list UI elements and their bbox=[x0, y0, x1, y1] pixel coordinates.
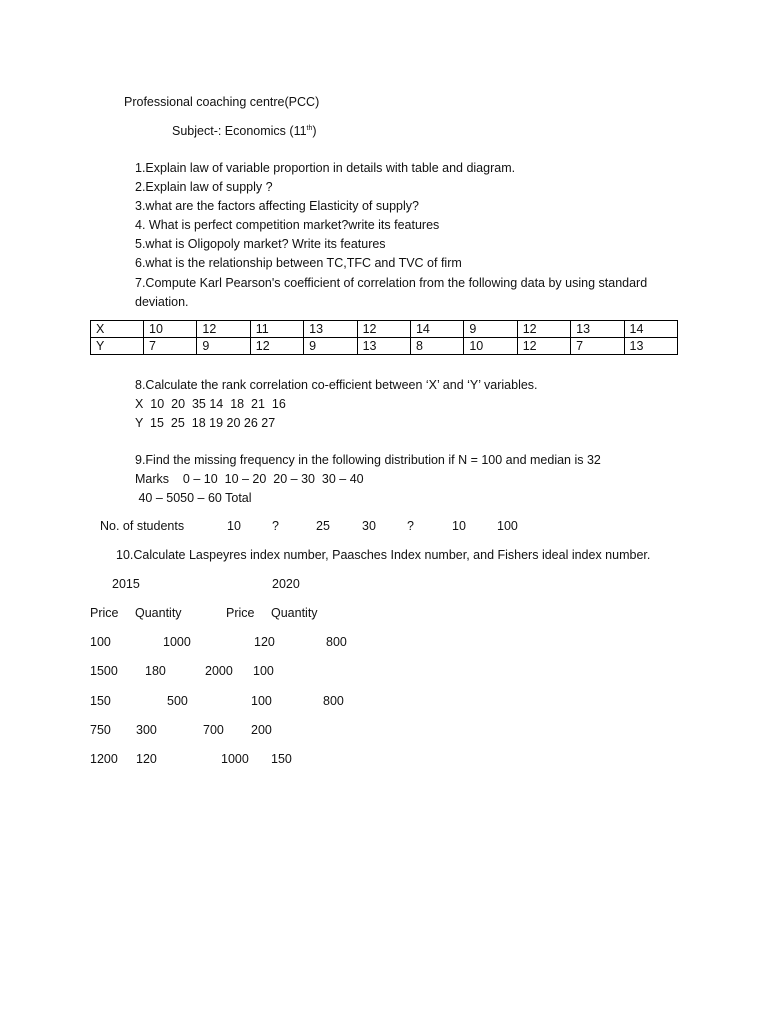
students-label: No. of students bbox=[100, 519, 185, 533]
index-cell: 800 bbox=[326, 635, 347, 649]
question-2: 2.Explain law of supply ? bbox=[135, 180, 273, 194]
y-cell: 8 bbox=[410, 338, 463, 355]
x-cell: 14 bbox=[624, 321, 677, 338]
students-value: ? bbox=[272, 519, 279, 533]
question-10: 10.Calculate Laspeyres index number, Paasches Index number, and Fishers ideal index number. bbox=[116, 548, 651, 562]
x-cell: 11 bbox=[250, 321, 303, 338]
subject-superscript: th bbox=[306, 125, 313, 132]
question-3: 3.what are the factors affecting Elasticity of supply? bbox=[135, 199, 419, 213]
index-cell: 700 bbox=[203, 723, 224, 737]
y-cell: 7 bbox=[144, 338, 197, 355]
row-label-y: Y bbox=[91, 338, 144, 355]
question-8: 8.Calculate the rank correlation co-efficient between ‘X’ and ‘Y’ variables. bbox=[135, 378, 538, 392]
correlation-data-table bbox=[90, 320, 678, 355]
y-cell: 9 bbox=[197, 338, 250, 355]
index-cell: 800 bbox=[323, 694, 344, 708]
header-quantity-2015: Quantity bbox=[135, 606, 182, 620]
index-cell: 500 bbox=[167, 694, 188, 708]
y-cell: 10 bbox=[464, 338, 517, 355]
index-cell: 1200 bbox=[90, 752, 118, 766]
students-value: ? bbox=[407, 519, 414, 533]
x-cell: 10 bbox=[144, 321, 197, 338]
question-6: 6.what is the relationship between TC,TFC and TVC of firm bbox=[135, 256, 462, 270]
index-cell: 300 bbox=[136, 723, 157, 737]
index-cell: 1500 bbox=[90, 664, 118, 678]
index-cell: 100 bbox=[251, 694, 272, 708]
y-cell: 13 bbox=[357, 338, 410, 355]
question-4: 4. What is perfect competition market?write its features bbox=[135, 218, 440, 232]
index-cell: 100 bbox=[90, 635, 111, 649]
x-cell: 13 bbox=[304, 321, 357, 338]
header-price-2015: Price bbox=[90, 606, 119, 620]
q9-marks-line-2: 40 – 5050 – 60 Total bbox=[135, 491, 252, 505]
x-cell: 12 bbox=[357, 321, 410, 338]
row-label-x: X bbox=[91, 321, 144, 338]
index-cell: 1000 bbox=[221, 752, 249, 766]
index-cell: 200 bbox=[251, 723, 272, 737]
x-cell: 13 bbox=[571, 321, 624, 338]
question-1: 1.Explain law of variable proportion in details with table and diagram. bbox=[135, 161, 516, 175]
x-cell: 9 bbox=[464, 321, 517, 338]
header-quantity-2020: Quantity bbox=[271, 606, 318, 620]
index-cell: 120 bbox=[254, 635, 275, 649]
x-cell: 12 bbox=[197, 321, 250, 338]
y-cell: 13 bbox=[624, 338, 677, 355]
y-cell: 9 bbox=[304, 338, 357, 355]
x-cell: 14 bbox=[410, 321, 463, 338]
y-cell: 7 bbox=[571, 338, 624, 355]
index-cell: 750 bbox=[90, 723, 111, 737]
students-value: 100 bbox=[497, 519, 518, 533]
index-cell: 180 bbox=[145, 664, 166, 678]
year-2015: 2015 bbox=[112, 577, 140, 591]
x-cell: 12 bbox=[517, 321, 570, 338]
students-value: 10 bbox=[452, 519, 466, 533]
year-2020: 2020 bbox=[272, 577, 300, 591]
students-value: 25 bbox=[316, 519, 330, 533]
students-value: 10 bbox=[227, 519, 241, 533]
index-cell: 120 bbox=[136, 752, 157, 766]
index-cell: 150 bbox=[271, 752, 292, 766]
index-cell: 2000 bbox=[205, 664, 233, 678]
q8-x-series: X 10 20 35 14 18 21 16 bbox=[135, 397, 286, 411]
question-7: 7.Compute Karl Pearson's coefficient of correlation from the following data by using standard deviation. bbox=[135, 276, 648, 309]
y-cell: 12 bbox=[517, 338, 570, 355]
index-cell: 150 bbox=[90, 694, 111, 708]
index-cell: 100 bbox=[253, 664, 274, 678]
question-9: 9.Find the missing frequency in the following distribution if N = 100 and median is 32 bbox=[135, 453, 601, 467]
centre-title: Professional coaching centre(PCC) bbox=[124, 95, 320, 109]
q9-marks-line-1: Marks 0 – 10 10 – 20 20 – 30 30 – 40 bbox=[135, 472, 364, 486]
table-row-y bbox=[91, 338, 678, 355]
header-price-2020: Price bbox=[226, 606, 255, 620]
question-5: 5.what is Oligopoly market? Write its features bbox=[135, 237, 386, 251]
students-value: 30 bbox=[362, 519, 376, 533]
subject-line: Subject-: Economics (11th) bbox=[172, 124, 317, 138]
table-row-x bbox=[91, 321, 678, 338]
index-cell: 1000 bbox=[163, 635, 191, 649]
q8-y-series: Y 15 25 18 19 20 26 27 bbox=[135, 416, 276, 430]
y-cell: 12 bbox=[250, 338, 303, 355]
